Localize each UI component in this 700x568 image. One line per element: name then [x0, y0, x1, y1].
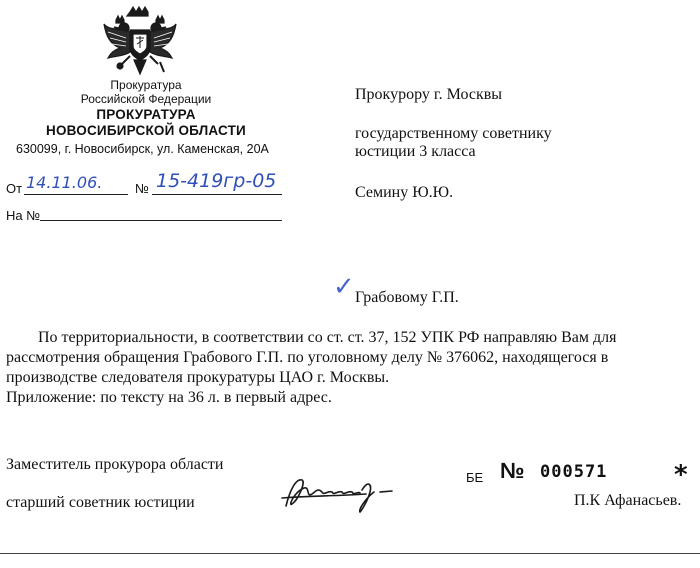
form-number-sign: № — [500, 458, 525, 483]
addressee-line2: государственному советнику — [355, 125, 552, 142]
number-underline — [152, 194, 282, 195]
handwritten-number: 15-419гр-05 — [156, 170, 277, 192]
letterhead-org-bold1: ПРОКУРАТУРА — [96, 107, 196, 122]
letterhead-org-line1: Прокуратура — [110, 78, 182, 92]
handwritten-signature — [276, 470, 401, 514]
form-series: БЕ — [466, 470, 484, 485]
signer-name: П.К Афанасьев. — [574, 492, 682, 509]
number-label: № — [135, 181, 149, 196]
handwritten-date: 14.11.06. — [26, 173, 103, 192]
date-underline — [24, 194, 128, 195]
form-serial-number: 000571 — [540, 462, 608, 482]
from-label: От — [6, 181, 23, 196]
addressee-line3: юстиции 3 класса — [355, 143, 476, 160]
ref-underline — [40, 220, 282, 221]
addressee-line4: Семину Ю.Ю. — [355, 184, 454, 201]
letterhead-org-line2: Российской Федерации — [80, 92, 212, 106]
signer-position-line2: старший советник юстиции — [6, 494, 195, 511]
addressee-line1: Прокурору г. Москвы — [355, 86, 503, 103]
signer-position-line1: Заместитель прокурора области — [6, 456, 224, 473]
body-line1: По территориальности, в соответствии со ст. ст. 37, 152 УПК РФ направляю Вам для — [38, 329, 617, 346]
state-emblem-icon — [100, 4, 180, 80]
copy-to-name: Грабовому Г.П. — [355, 289, 459, 306]
ref-label: На № — [6, 208, 41, 223]
bottom-rule — [0, 553, 700, 554]
asterisk-mark: * — [674, 460, 688, 490]
checkmark-icon: ✓ — [333, 272, 355, 302]
body-line3: производстве следователя прокуратуры ЦАО г. Москвы. — [6, 369, 390, 386]
body-line4: Приложение: по тексту на 36 л. в первый адрес. — [6, 389, 332, 406]
letterhead-org-bold2: НОВОСИБИРСКОЙ ОБЛАСТИ — [46, 123, 246, 138]
letterhead-address: 630099, г. Новосибирск, ул. Каменская, 20А — [16, 142, 269, 156]
body-line2: рассмотрения обращения Грабового Г.П. по уголовному делу № 376062, находящегося в — [6, 349, 609, 366]
